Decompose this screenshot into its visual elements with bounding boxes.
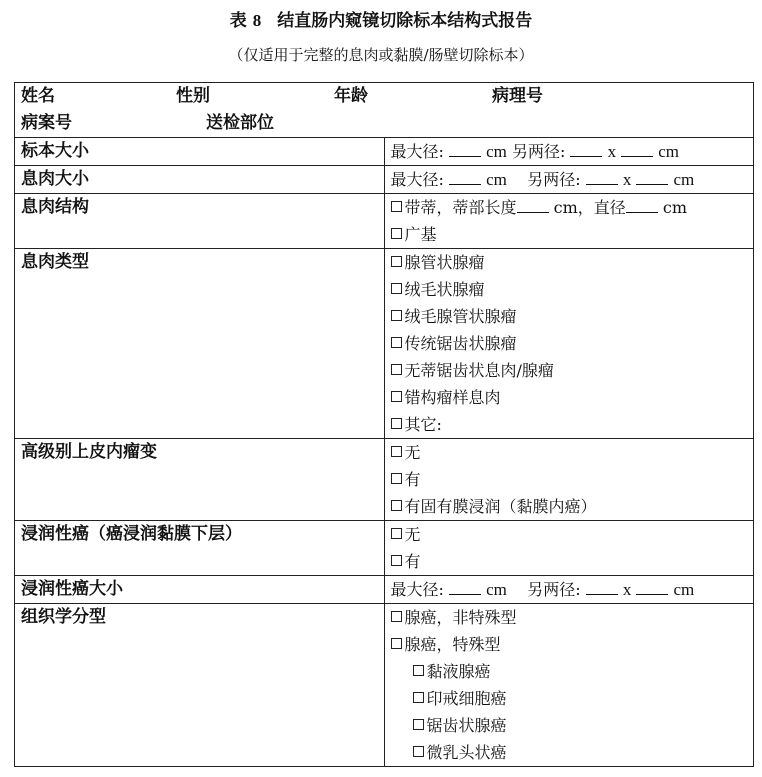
unit-label: cm [673,170,695,189]
table-title [0,6,762,31]
title-text: 结直肠内窥镜切除标本结构式报告 [277,11,533,31]
checkbox-icon[interactable] [413,746,424,757]
times-label: x [607,142,617,161]
other-diameter-label: 另两径: [511,142,566,161]
unit-label: cm [486,142,507,161]
times-label: x [622,580,632,599]
polyp-other2-blank[interactable] [636,166,668,185]
stalk-diameter-blank[interactable] [626,194,658,213]
max-diameter-label: 最大径: [390,142,444,161]
checkbox-icon[interactable] [413,719,424,730]
header-row [15,83,754,138]
stalk-length-blank[interactable] [517,194,549,213]
option-polyp-type[interactable]: 其它: [391,411,748,438]
checkbox-icon[interactable] [413,665,424,676]
invasive-other1-blank[interactable] [586,576,618,595]
checkbox-icon[interactable] [391,473,402,484]
unit-label: cm [658,142,680,161]
polyp-structure-value [384,194,754,249]
option-sessile[interactable]: 广基 [391,221,748,248]
invasive-label: 浸润性癌（癌浸润黏膜下层） [15,521,385,576]
polyp-other1-blank[interactable] [586,166,618,185]
site-field: 送检部位 [206,113,274,133]
specimen-other1-blank[interactable] [570,138,602,157]
subtitle: （仅适用于完整的息肉或黏膜/肠壁切除标本） [228,46,534,64]
checkbox-icon[interactable] [391,446,402,457]
unit-label: cm [486,170,507,189]
other-diameter-label: 另两径: [527,170,581,189]
polyp-size-value [384,166,754,194]
option-hgin[interactable]: 有 [391,466,748,493]
case-no-field: 病案号 [21,113,72,133]
option-polyp-type[interactable]: 传统锯齿状腺瘤 [391,330,748,357]
checkbox-icon[interactable] [391,337,402,348]
sex-field: 性别 [176,86,210,106]
option-hgin[interactable]: 有固有膜浸润（黏膜内癌） [391,493,748,520]
invasive-size-label: 浸润性癌大小 [15,576,385,604]
checkbox-icon[interactable] [391,228,402,239]
option-polyp-type[interactable]: 错构瘤样息肉 [391,384,748,411]
specimen-max-blank[interactable] [449,138,481,157]
checkbox-icon[interactable] [391,638,402,649]
option-polyp-type[interactable]: 绒毛腺管状腺瘤 [391,303,748,330]
report-table [14,82,754,767]
option-polyp-type[interactable]: 腺管状腺瘤 [391,249,748,276]
option-histology[interactable]: 腺癌，特殊型 [391,631,748,658]
other-diameter-label: 另两径: [527,580,581,599]
max-diameter-label: 最大径: [390,170,444,189]
table-number: 8 [252,11,262,30]
checkbox-icon[interactable] [391,201,402,212]
histology-row [15,604,754,767]
option-histology-sub[interactable]: 微乳头状癌 [391,739,748,766]
hgin-row [15,439,754,521]
histology-value [384,604,754,767]
header-line-1 [21,83,747,110]
option-polyp-type[interactable]: 无蒂锯齿状息肉/腺瘤 [391,357,748,384]
option-invasive[interactable]: 无 [391,521,748,548]
option-pedunculated[interactable]: 带蒂，蒂部长度 cm，直径 cm [391,194,748,221]
polyp-size-label: 息肉大小 [15,166,385,194]
checkbox-icon[interactable] [391,283,402,294]
polyp-structure-label: 息肉结构 [15,194,385,249]
checkbox-icon[interactable] [391,555,402,566]
hgin-value [384,439,754,521]
checkbox-icon[interactable] [391,500,402,511]
option-invasive[interactable]: 有 [391,548,748,575]
pathology-no-field: 病理号 [492,86,543,106]
checkbox-icon[interactable] [391,528,402,539]
specimen-size-label: 标本大小 [15,138,385,166]
name-field: 姓名 [21,86,55,106]
age-field: 年龄 [334,86,368,106]
table-word: 表 [229,11,247,31]
checkbox-icon[interactable] [391,256,402,267]
checkbox-icon[interactable] [391,310,402,321]
unit-label: cm [486,580,507,599]
invasive-size-value [384,576,754,604]
invasive-max-blank[interactable] [449,576,481,595]
invasive-value [384,521,754,576]
invasive-other2-blank[interactable] [636,576,668,595]
option-polyp-type[interactable]: 绒毛状腺瘤 [391,276,748,303]
option-histology-sub[interactable]: 印戒细胞癌 [391,685,748,712]
specimen-other2-blank[interactable] [621,138,653,157]
option-hgin[interactable]: 无 [391,439,748,466]
invasive-size-row [15,576,754,604]
histology-label: 组织学分型 [15,604,385,767]
polyp-type-row [15,249,754,439]
polyp-structure-row [15,194,754,249]
invasive-row [15,521,754,576]
option-histology-sub[interactable]: 黏液腺癌 [391,658,748,685]
checkbox-icon[interactable] [413,692,424,703]
hgin-label: 高级别上皮内瘤变 [15,439,385,521]
option-histology-sub[interactable]: 锯齿状腺癌 [391,712,748,739]
specimen-size-value [384,138,754,166]
checkbox-icon[interactable] [391,391,402,402]
unit-label: cm [673,580,695,599]
polyp-type-label: 息肉类型 [15,249,385,439]
checkbox-icon[interactable] [391,418,402,429]
header-line-2 [21,110,747,137]
polyp-type-value [384,249,754,439]
checkbox-icon[interactable] [391,611,402,622]
header-cell [15,83,754,138]
checkbox-icon[interactable] [391,364,402,375]
max-diameter-label: 最大径: [390,580,444,599]
polyp-size-row [15,166,754,194]
specimen-size-row [15,138,754,166]
times-label: x [622,170,632,189]
polyp-max-blank[interactable] [449,166,481,185]
option-histology[interactable]: 腺癌，非特殊型 [391,604,748,631]
